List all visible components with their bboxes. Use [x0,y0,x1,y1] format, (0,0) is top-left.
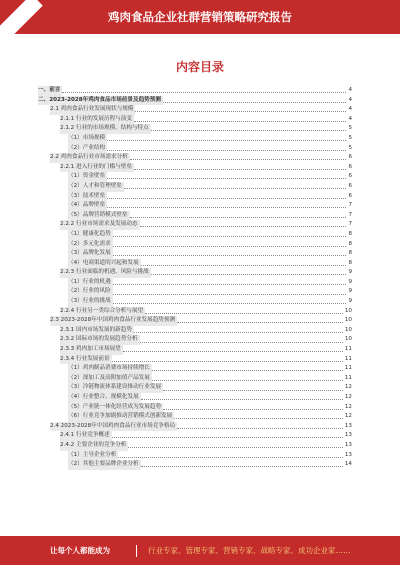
toc-page-number: 5 [348,134,352,141]
toc-entry-text: 2.4.2 主要企业的竞争分析 [60,441,128,451]
toc-page-number: 8 [348,240,352,247]
toc-entry-text: （2）人才和管理壁垒 [68,182,124,192]
toc-entry-text: （6）行业竞争加剧推动营销模式创新发展 [68,412,174,422]
table-of-contents [38,86,352,470]
toc-entry[interactable] [38,431,352,441]
toc-entry-text: （1）健康化趋势 [68,230,113,240]
toc-entry-text: （2）行业的风险 [68,287,113,297]
toc-entry-text: 一、前言 [38,86,62,96]
toc-entry-text: （1）行业的机遇 [68,278,113,288]
toc-entry-text: 2.4.1 行业竞争概述 [60,431,112,441]
toc-entry-text: 2.4 2023-2028年中国鸡肉食品行业市场竞争格局 [50,422,177,432]
toc-entry[interactable] [38,403,352,413]
toc-page-number: 13 [344,451,352,458]
toc-entry[interactable] [38,105,352,115]
toc-page-number: 4 [348,115,352,122]
toc-entry-text: （1）市场规模 [68,134,107,144]
toc-entry[interactable] [38,412,352,422]
toc-entry-text: 2.1 鸡肉食品行业发展现状与规模 [50,105,135,115]
toc-page-number: 9 [348,288,352,295]
toc-page-number: 8 [348,230,352,237]
toc-leader-dots [177,322,343,323]
toc-entry-text: （1）鸡肉制品消费市场持续增长 [68,364,152,374]
toc-leader-dots [140,226,347,227]
toc-entry[interactable] [38,249,352,259]
toc-entry-text: （4）行业整合、规模化发展 [68,393,141,403]
toc-entry[interactable] [38,297,352,307]
toc-leader-dots [107,140,346,141]
toc-page-number: 11 [344,346,352,353]
toc-page-number: 7 [348,221,352,228]
toc-entry[interactable] [38,307,352,317]
toc-page-number: 9 [348,269,352,276]
toc-page-number: 6 [348,192,352,199]
toc-leader-dots [151,130,347,131]
toc-entry[interactable] [38,335,352,345]
toc-leader-dots [141,399,343,400]
toc-entry[interactable] [38,278,352,288]
toc-page-number: 11 [344,374,352,381]
toc-page-number: 4 [348,87,352,93]
toc-entry-text: （3）行业的挑战 [68,297,113,307]
toc-leader-dots [145,313,343,314]
toc-leader-dots [107,178,346,179]
toc-entry-text: 2.3.1 国内市场发展的新趋势 [60,326,134,336]
toc-leader-dots [112,361,343,362]
toc-entry-text: 2.2.2 行业市场需求及发展动态 [60,220,140,230]
toc-page-number: 6 [348,154,352,161]
toc-page-number: 5 [348,144,352,151]
toc-leader-dots [107,150,346,151]
toc-leader-dots [128,447,343,448]
toc-entry-text: （4）品牌壁垒 [68,201,107,211]
toc-entry[interactable] [38,326,352,336]
toc-leader-dots [124,188,347,189]
header-bar [0,0,400,34]
toc-page-number: 14 [344,461,352,468]
toc-entry[interactable] [38,345,352,355]
toc-entry[interactable] [38,220,352,230]
toc-entry[interactable] [38,153,352,163]
toc-page-number: 11 [344,365,352,372]
toc-entry[interactable] [38,115,352,125]
toc-leader-dots [113,236,347,237]
toc-entry[interactable] [38,316,352,326]
toc-page-number: 13 [344,432,352,439]
toc-entry-text: （2）产业结构 [68,144,107,154]
toc-entry-text: 2.2.1 进入行业的门槛与壁垒 [60,163,134,173]
toc-page-number: 12 [344,384,352,391]
toc-leader-dots [134,169,346,170]
toc-entry-text: （5）品牌营销模式壁垒 [68,211,130,221]
toc-leader-dots [62,92,346,93]
toc-entry[interactable] [38,163,352,173]
toc-entry-text: 2.3.4 行业发展前景 [60,355,112,365]
toc-leader-dots [140,342,343,343]
toc-leader-dots [152,380,343,381]
toc-entry-text: （3）冷链物流体系建设推动行业发展 [68,383,163,393]
toc-leader-dots [123,351,343,352]
toc-leader-dots [130,217,347,218]
toc-page-number: 10 [344,326,352,333]
toc-page-number: 12 [344,403,352,410]
toc-entry-text: （5）产业链一体化经营成为发展趋势 [68,403,163,413]
toc-entry-text: （3）品牌化发展 [68,249,113,259]
footer-slogan: 让每个人都能成为 [50,546,110,555]
toc-leader-dots [130,159,347,160]
toc-page-number: 10 [344,307,352,314]
toc-leader-dots [174,418,343,419]
toc-entry[interactable] [38,134,352,144]
toc-entry[interactable] [38,144,352,154]
footer-divider [136,545,137,557]
toc-entry-text: 2.2.3 行业面临的机遇、风险与挑战 [60,268,151,278]
toc-entry-text: 2.2.4 行业另一类综合分析与展望 [60,307,145,317]
toc-entry[interactable] [38,182,352,192]
toc-page-number: 8 [348,250,352,257]
toc-leader-dots [163,390,343,391]
toc-leader-dots [141,466,343,467]
toc-entry-text: （1）主导企业分析 [68,451,118,461]
toc-entry-text: 2.2 鸡肉食品行业市场需求分析 [50,153,130,163]
toc-leader-dots [135,111,346,112]
toc-leader-dots [177,428,343,429]
toc-page-number: 7 [348,202,352,209]
toc-entry[interactable] [38,240,352,250]
toc-entry-text: （1）资金壁垒 [68,172,107,182]
toc-entry-text: （2）其他主要品牌企业分析 [68,460,141,470]
toc-entry[interactable] [38,374,352,384]
toc-page-number: 13 [344,422,352,429]
toc-entry[interactable] [38,268,352,278]
toc-entry-text: （2）深加工及高附加值产品发展 [68,374,152,384]
toc-page-number: 5 [348,125,352,132]
toc-entry[interactable] [38,393,352,403]
toc-leader-dots [113,255,347,256]
toc-page-number: 6 [348,182,352,189]
toc-entry[interactable] [38,383,352,393]
toc-entry[interactable] [38,124,352,134]
toc-entry-text: 2.1.1 行业的发展历程与演变 [60,115,134,125]
toc-entry-text: 2.3 2023-2028年中国鸡肉食品行业发展趋势预测 [50,316,177,326]
toc-entry-text: （4）电商渠道的兴起和发展 [68,259,141,269]
toc-entry[interactable] [38,211,352,221]
footer-bar [0,536,400,565]
toc-page-number: 13 [344,441,352,448]
footer-tagline: 行业专家、管理专家、营销专家、战略专家、成功企业家…… [148,546,351,555]
toc-entry[interactable] [38,86,352,96]
toc-page-number: 11 [344,355,352,362]
toc-page-number: 10 [344,336,352,343]
toc-leader-dots [163,409,343,410]
toc-entry[interactable] [38,230,352,240]
toc-leader-dots [141,265,347,266]
toc-entry[interactable] [38,287,352,297]
toc-entry[interactable] [38,460,352,470]
toc-page-number: 9 [348,298,352,305]
toc-page-number: 4 [348,96,352,103]
toc-leader-dots [118,457,343,458]
toc-leader-dots [113,294,347,295]
toc-entry[interactable] [38,96,352,106]
toc-leader-dots [152,370,343,371]
toc-page-number: 12 [344,394,352,400]
toc-entry-text: （3）技术壁垒 [68,192,107,202]
toc-leader-dots [134,121,346,122]
toc-page-number: 8 [348,259,352,266]
toc-entry[interactable] [38,172,352,182]
toc-leader-dots [107,198,346,199]
toc-page-number: 6 [348,163,352,170]
toc-entry-text: 2.3.3 鸡肉加工市场展望 [60,345,123,355]
toc-entry-text: 2.3.2 国际市场的发展趋势分析 [60,335,140,345]
toc-title: 内容目录 [175,60,224,74]
toc-leader-dots [112,437,343,438]
toc-leader-dots [113,303,347,304]
toc-entry[interactable] [38,441,352,451]
toc-entry-text: 2.1.2 行业的市场规模、结构与特点 [60,124,151,134]
toc-page-number: 9 [348,278,352,285]
toc-leader-dots [151,274,347,275]
toc-page-number: 12 [344,413,352,420]
toc-leader-dots [107,207,346,208]
toc-entry[interactable] [38,422,352,432]
toc-entry[interactable] [38,355,352,365]
toc-entry-text: 二、2023-2028年鸡肉食品市场前景及趋势预测 [38,96,163,106]
toc-entry[interactable] [38,201,352,211]
toc-entry[interactable] [38,451,352,461]
toc-entry[interactable] [38,259,352,269]
toc-entry[interactable] [38,364,352,374]
toc-leader-dots [113,284,347,285]
document-title: 鸡肉食品企业社群营销策略研究报告 [108,10,292,24]
toc-page-number: 4 [348,106,352,113]
toc-leader-dots [163,102,346,103]
toc-entry-text: （2）多元化需求 [68,240,113,250]
toc-leader-dots [134,332,343,333]
toc-page-number: 10 [344,317,352,324]
toc-page-number: 7 [348,211,352,218]
toc-entry[interactable] [38,192,352,202]
toc-page-number: 6 [348,173,352,180]
toc-leader-dots [113,246,347,247]
